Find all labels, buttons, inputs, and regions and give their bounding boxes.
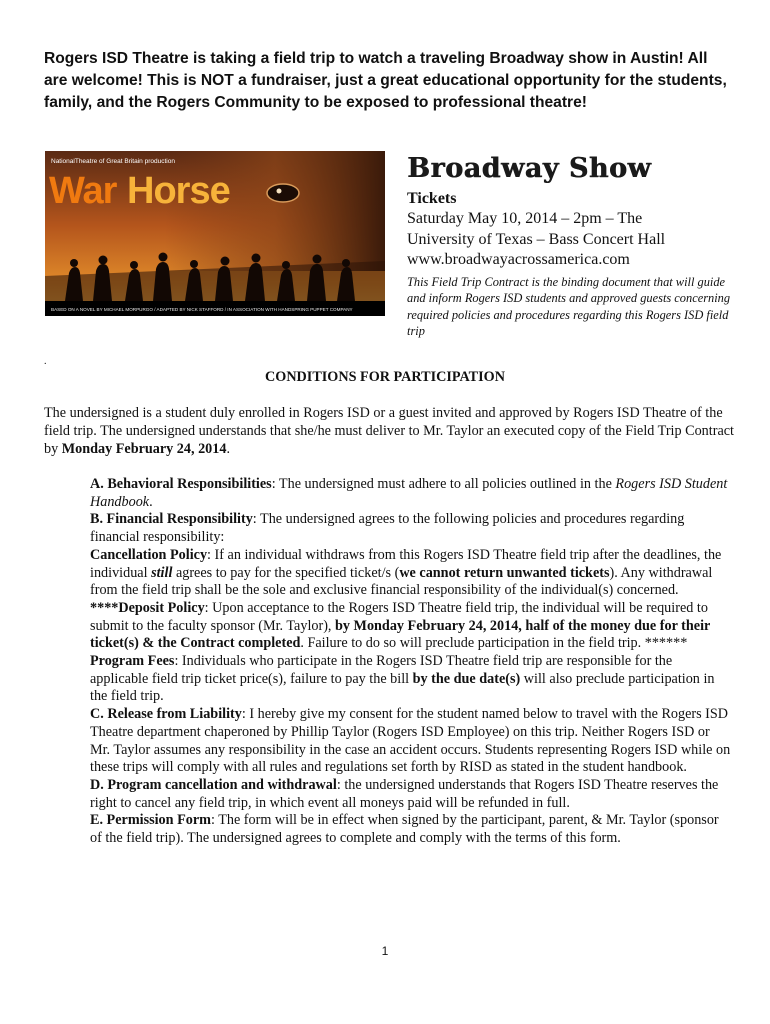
stray-dot: .: [44, 356, 47, 367]
section-b-text: : The undersigned agrees to the following policies and procedures regarding financial responsibility:: [90, 511, 685, 546]
program-fees: [90, 653, 732, 706]
fees-bold: by the due date(s): [412, 670, 521, 687]
cancellation-label: Cancellation Policy: [90, 546, 208, 563]
poster-title-horse: Horse: [127, 170, 230, 212]
section-a-label: A. Behavioral Responsibilities: [90, 476, 272, 492]
section-d-text: : the undersigned understands that Rogers ISD Theatre reserves the right to cancel any field trip, in which event all moneys paid will be refunded in full.: [90, 776, 719, 811]
show-subtitle: Tickets: [407, 190, 457, 207]
poster-top-text: NationalTheatre of Great Britain production: [51, 158, 175, 165]
cancellation-text-2: agrees to pay for the specified ticket/s (: [172, 564, 400, 581]
show-date-line-1: Saturday May 10, 2014 – 2pm – The: [407, 210, 643, 227]
fees-label: Program Fees: [90, 653, 175, 670]
cancellation-still: still: [151, 564, 173, 581]
deposit-text-1: : Upon acceptance to the Rogers ISD Theatre field trip, the individual will be required to submit to the faculty sponsor (Mr. Taylor),: [90, 599, 708, 634]
section-a-text: : The undersigned must adhere to all policies outlined in the: [271, 476, 616, 492]
fees-text-2: will also preclude participation in the field trip.: [90, 670, 715, 705]
section-c-text: : I hereby give my consent for the student named below to travel with the Rogers ISD Theatre department chaperoned by Phillip Taylor (Rogers ISD Employee) on this trip. Neither Rogers ISD or Mr. Taylor assumes any responsibility in the case an accident occurs. Students representing Rogers ISD while on these trips will comply with all rules and regulations set forth by RISD as stated in the student handbook.: [90, 706, 731, 776]
section-a-end: .: [149, 493, 153, 510]
intro-deadline: Monday February 24, 2014: [61, 441, 227, 457]
show-website: www.broadwayacrossamerica.com: [407, 251, 630, 268]
section-b-label: B. Financial Responsibility: [90, 511, 253, 528]
conditions-sections: [90, 476, 732, 848]
section-c: [90, 706, 732, 777]
poster-credits: BASED ON A NOVEL BY MICHAEL MORPURGO / ADAPTED BY NICK STAFFORD / IN ASSOCIATION WITH HANDSPRING PUPPET COMPANY: [51, 307, 353, 312]
show-date-line-2: University of Texas – Bass Concert Hall: [407, 230, 666, 248]
poster-title-war: War: [49, 170, 117, 212]
section-e-text: : The form will be in effect when signed by the participant, parent, & Mr. Taylor (sponsor of the field trip). The undersigned agrees to complete and comply with the terms of this form.: [90, 812, 719, 847]
deposit-label: ****Deposit Policy: [90, 599, 205, 616]
page-number: 1: [381, 944, 389, 958]
intro-paragraph: [44, 404, 734, 458]
cancellation-bold: we cannot return unwanted tickets: [399, 564, 610, 581]
deposit-policy: [90, 600, 732, 653]
deposit-bold: by Monday February 24, 2014, half of the money due for their ticket(s) & the Contract completed: [90, 617, 711, 652]
section-a-handbook: Rogers ISD Student Handbook: [90, 476, 728, 510]
section-a: [90, 476, 732, 511]
section-d-label: D. Program cancellation and withdrawal: [90, 776, 337, 793]
show-info: [407, 151, 737, 340]
fees-text-1: : Individuals who participate in the Rogers ISD Theatre field trip are responsible for the applicable field trip ticket price(s), failure to pay the bill: [90, 653, 673, 687]
section-c-label: C. Release from Liability: [90, 706, 242, 723]
section-b: [90, 511, 732, 546]
war-horse-poster-image: [45, 151, 385, 316]
contract-note: This Field Trip Contract is the binding document that will guide and inform Rogers ISD students and approved guests concerning required policies and procedures regarding this Rogers ISD field trip: [407, 274, 731, 338]
horse-eye-icon: [267, 184, 299, 202]
section-d: [90, 777, 732, 812]
headline: Rogers ISD Theatre is taking a field trip to watch a traveling Broadway show in Austin! All are welcome! This is NOT a fundraiser, just a great educational opportunity for the students, family, and the Rogers Community to be exposed to professional theatre!: [44, 50, 727, 111]
conditions-heading: CONDITIONS FOR PARTICIPATION: [265, 369, 505, 385]
cancellation-text-1: : If an individual withdraws from this Rogers ISD Theatre field trip after the deadlines, the individual: [90, 546, 722, 581]
intro-end: .: [226, 441, 231, 457]
section-e-label: E. Permission Form: [90, 812, 211, 829]
show-title: Broadway Show: [407, 153, 652, 184]
deposit-text-2: . Failure to do so will preclude participation in the field trip. ******: [300, 635, 688, 652]
section-e: [90, 812, 732, 847]
cancellation-text-3: ). Any withdrawal from the field trip shall be the sole and exclusive financial responsibility of the individual(s) concerned.: [90, 564, 713, 599]
cancellation-policy: [90, 547, 732, 600]
intro-text: The undersigned is a student duly enrolled in Rogers ISD or a guest invited and approved by Rogers ISD Theatre of the field trip. The undersigned understands that she/he must deliver to Mr. Taylor an executed copy of the Field Trip Contract by: [44, 405, 734, 457]
